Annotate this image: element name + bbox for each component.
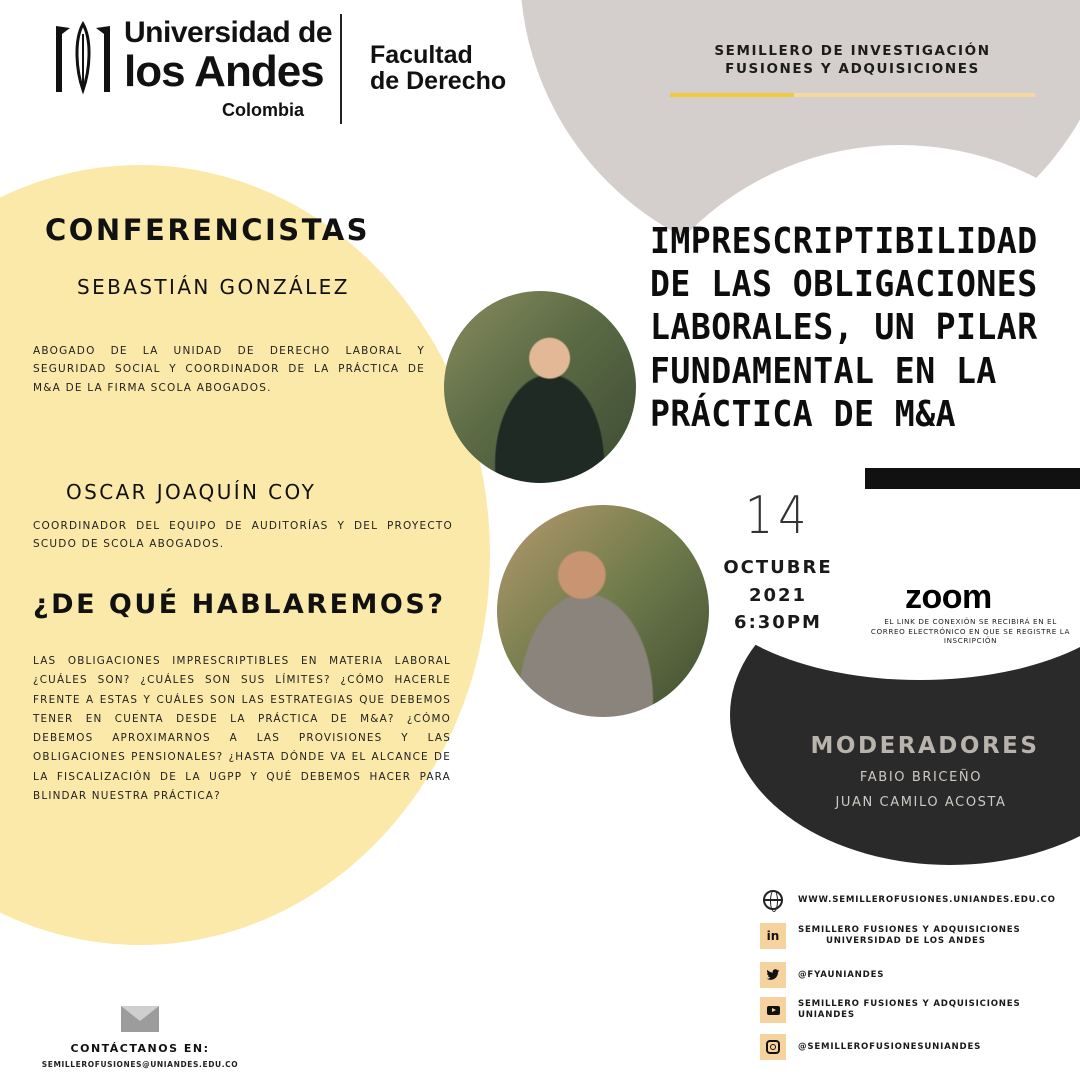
university-name-line2: los Andes: [124, 47, 324, 96]
speakers-heading: CONFERENCISTAS: [45, 213, 371, 247]
speaker-name: SEBASTIÁN GONZÁLEZ: [77, 275, 350, 299]
event-time: 6:30PM: [734, 612, 822, 633]
social-website[interactable]: [760, 887, 1056, 913]
zoom-logo: zoom: [905, 578, 992, 616]
moderators-heading: MODERADORES: [810, 733, 1040, 759]
social-instagram[interactable]: [760, 1034, 981, 1060]
event-month: OCTUBRE: [723, 557, 833, 578]
zoom-note: EL LINK DE CONEXIÓN SE RECIBIRÁ EN EL CORREO ELECTRÓNICO EN QUE SE REGISTRE LA INSCRIPCIÓN: [870, 617, 1071, 646]
social-website-text: WWW.SEMILLEROFUSIONES.UNIANDES.EDU.CO: [798, 894, 1056, 905]
moderator-name: JUAN CAMILO ACOSTA: [835, 795, 1007, 810]
social-twitter[interactable]: [760, 962, 884, 988]
event-year: 2021: [748, 585, 808, 606]
university-name: [124, 18, 332, 94]
faculty-line2: de Derecho: [370, 67, 507, 96]
semillero-line1: SEMILLERO DE INVESTIGACIÓN: [714, 43, 991, 59]
social-linkedin-text: [798, 925, 1020, 946]
university-name-line1: Universidad de: [124, 16, 333, 49]
faculty-line1: Facultad: [370, 41, 473, 69]
linkedin-icon: in: [760, 923, 786, 949]
instagram-icon: [760, 1034, 786, 1060]
youtube-icon: [760, 997, 786, 1023]
speaker-bio: ABOGADO DE LA UNIDAD DE DERECHO LABORAL Y SEGURIDAD SOCIAL Y COORDINADOR DE LA PRÁCTICA DE M&A DE LA FIRMA SCOLA ABOGADOS.: [33, 345, 425, 394]
semillero-underline: [670, 93, 1035, 97]
speaker-bio: COORDINADOR DEL EQUIPO DE AUDITORÍAS Y DEL PROYECTO SCUDO DE SCOLA ABOGADOS.: [33, 520, 453, 551]
semillero-title: [670, 42, 1035, 78]
social-linkedin-line2: UNIVERSIDAD DE LOS ANDES: [826, 936, 986, 946]
contact-label: CONTÁCTANOS EN:: [70, 1042, 210, 1055]
social-linkedin[interactable]: [760, 923, 1020, 949]
moderator-name: FABIO BRICEÑO: [859, 770, 983, 785]
social-youtube[interactable]: [760, 997, 1080, 1023]
event-day: 14: [745, 486, 812, 546]
speaker-name: OSCAR JOAQUÍN COY: [66, 480, 317, 504]
header-divider: [340, 14, 342, 124]
speaker-photo-2: [497, 505, 709, 717]
event-title: IMPRESCRIPTIBILIDAD DE LAS OBLIGACIONES LABORALES, UN PILAR FUNDAMENTAL EN LA PRÁCTICA DE M&A: [650, 221, 1038, 435]
semillero-line2: FUSIONES Y ADQUISICIONES: [725, 61, 980, 78]
social-instagram-text: @SEMILLEROFUSIONESUNIANDES: [798, 1041, 982, 1052]
speaker-photo-1: [444, 291, 636, 483]
university-logo-icon: [52, 20, 114, 96]
twitter-icon: [760, 962, 786, 988]
globe-icon: [760, 887, 786, 913]
talk-heading: ¿DE QUÉ HABLAREMOS?: [33, 589, 446, 620]
university-country: Colombia: [222, 100, 305, 120]
contact-email-link[interactable]: SEMILLEROFUSIONES@UNIANDES.EDU.CO: [41, 1060, 239, 1069]
social-twitter-text: @FYAUNIANDES: [798, 969, 885, 980]
social-youtube-text: SEMILLERO FUSIONES Y ADQUISICIONES UNIANDES: [798, 999, 1021, 1020]
talk-description: LAS OBLIGACIONES IMPRESCRIPTIBLES EN MATERIA LABORAL ¿CUÁLES SON? ¿CUÁLES SON SUS LÍMITES? ¿CÓMO HACERLE FRENTE A ESTAS Y CUÁLES SON LAS ESTRATEGIAS QUE DEBEMOS TENER EN CUENTA DESDE LA PRÁCTICA DE M&A? ¿CÓMO DEBEMOS APROXIMARNOS A LAS PROVISIONES Y LAS OBLIGACIONES PENSIONALES? ¿HASTA DÓNDE VA EL ALCANCE DE LA FISCALIZACIÓN DE LA UGPP Y QUÉ DEBEMOS HACER PARA BLINDAR NUESTRA PRÁCTICA?: [33, 655, 451, 802]
mail-icon: [121, 1006, 159, 1032]
faculty-name: [370, 42, 506, 95]
accent-bar: [865, 468, 1080, 489]
social-linkedin-line1: SEMILLERO FUSIONES Y ADQUISICIONES: [798, 925, 1021, 936]
